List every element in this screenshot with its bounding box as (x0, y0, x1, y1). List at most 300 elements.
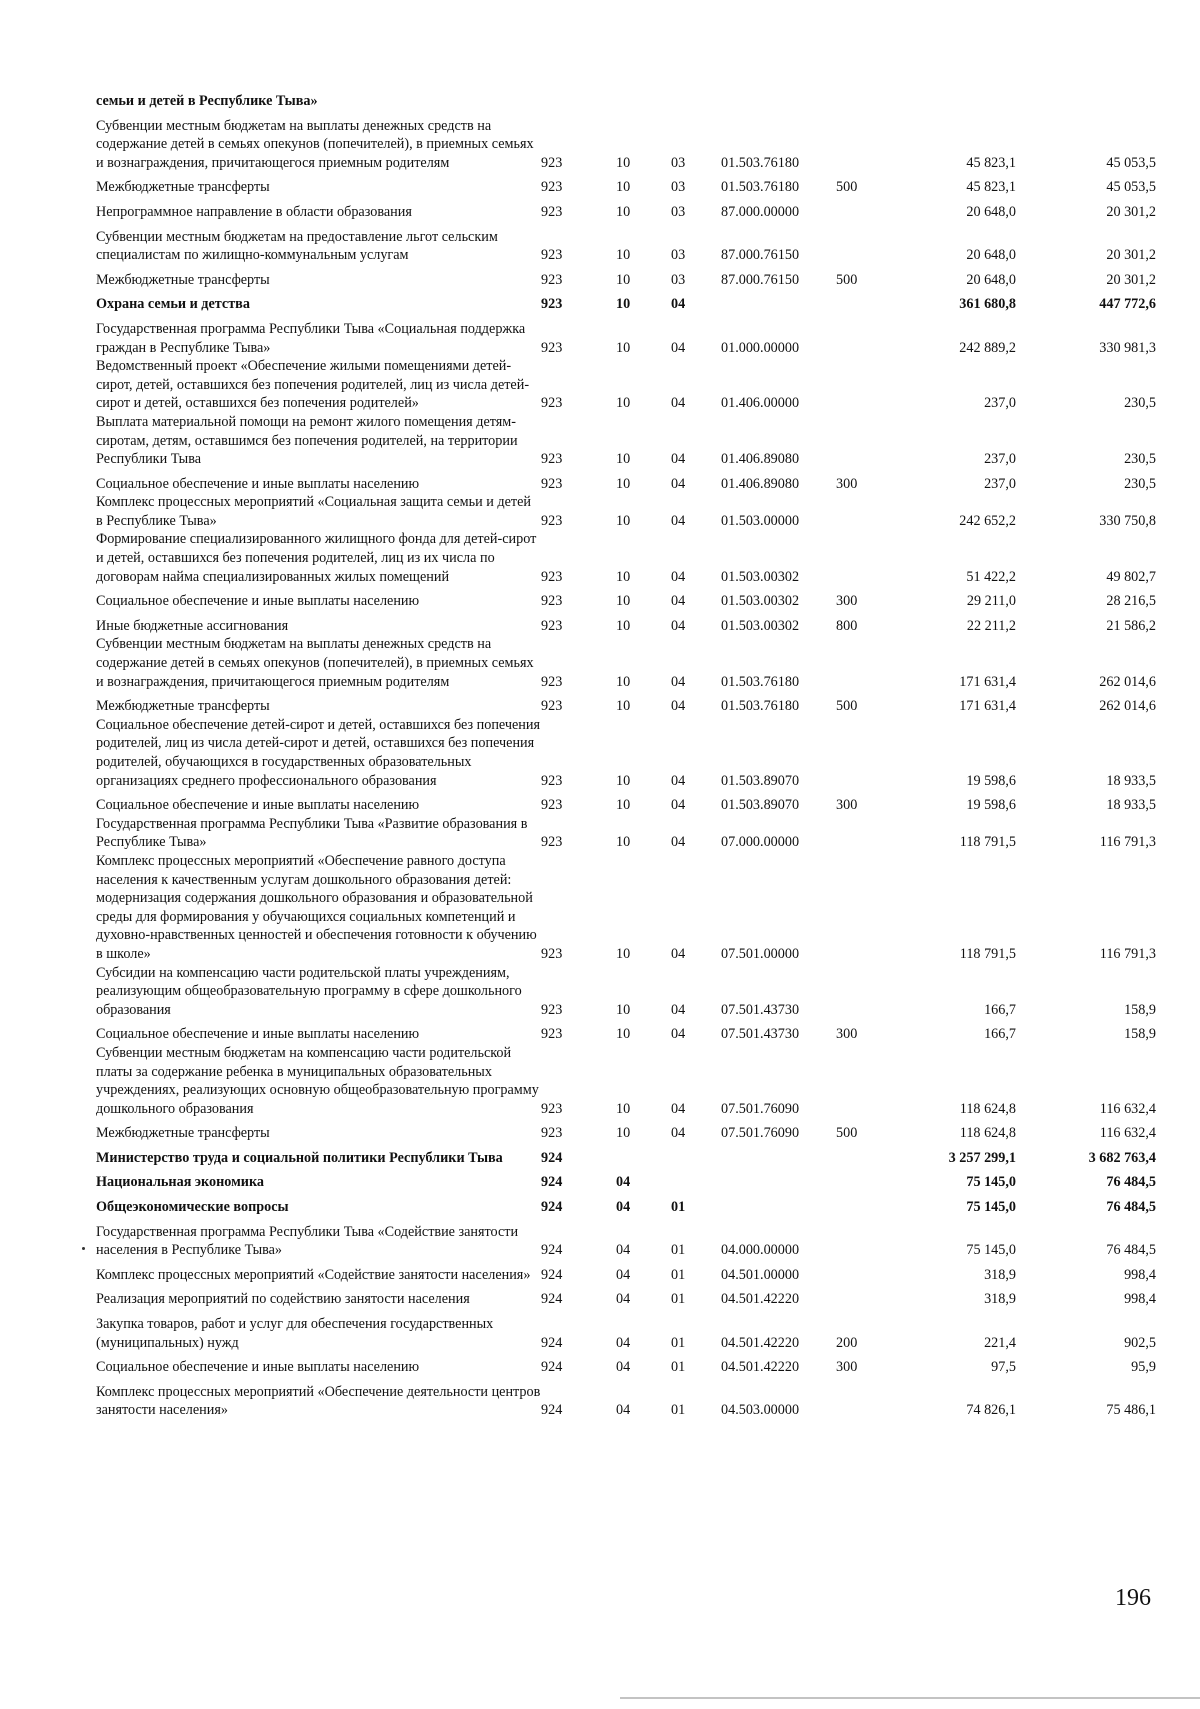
row-amount-year2: 95,9 (1131, 1359, 1156, 1376)
row-amount-year1: 3 257 299,1 (948, 1149, 1016, 1166)
row-amount-year1: 20 648,0 (966, 247, 1016, 264)
row-target-article (721, 1143, 836, 1168)
row-grbs: 923 (541, 617, 563, 634)
row-section: 10 (616, 512, 631, 529)
row-name: Субвенции местным бюджетам на компенсацию части родительской платы за содержание ребенка в муниципальных образовательных учреждениях, реализующих основную общеобразовательную программу дошкольного образования (96, 1044, 539, 1117)
row-amount-year1: 318,9 (984, 1291, 1016, 1308)
row-expense-type (836, 413, 886, 469)
table-row (96, 815, 1156, 852)
row-grbs: 923 (541, 797, 563, 814)
row-amount-year2: 447 772,6 (1099, 296, 1156, 313)
row-expense-type (836, 716, 886, 790)
row-subsection: 03 (671, 179, 686, 196)
row-name: Межбюджетные трансферты (96, 271, 270, 288)
row-amount-year1: 118 791,5 (959, 945, 1016, 962)
row-subsection: 01 (671, 1359, 686, 1376)
row-target-article (721, 1167, 836, 1192)
row-amount-year2: 230,5 (1124, 395, 1156, 412)
row-amount-year2: 20 301,2 (1106, 203, 1156, 220)
table-row (96, 1143, 1156, 1168)
row-expense-type (836, 1167, 886, 1192)
row-section: 10 (616, 945, 631, 962)
row-expense-type: 500 (836, 1125, 858, 1142)
row-target-article (721, 92, 836, 111)
row-amount-year2: 262 014,6 (1099, 698, 1156, 715)
row-grbs (541, 92, 616, 111)
row-amount-year2: 998,4 (1124, 1266, 1156, 1283)
row-expense-type (836, 357, 886, 413)
row-amount-year1: 75 145,0 (966, 1174, 1016, 1191)
row-subsection (671, 92, 721, 111)
table-row (96, 790, 1156, 815)
table-row (96, 1309, 1156, 1352)
row-name: Комплекс процессных мероприятий «Социальная защита семьи и детей в Республике Тыва» (96, 494, 531, 529)
row-amount-year2: 116 791,3 (1099, 834, 1156, 851)
row-subsection: 04 (671, 1026, 686, 1043)
row-amount-year2: 330 750,8 (1099, 512, 1156, 529)
row-section: 10 (616, 296, 631, 313)
row-section: 04 (616, 1174, 631, 1191)
row-name: Комплекс процессных мероприятий «Обеспечение равного доступа населения к качественным услугам дошкольного образования детей: модернизация содержания дошкольного образования и образовательной среды для формирования у обучающихся социальных компетенций и духовно-нравственных ценностей и обеспечения готовности к обучению в школе» (96, 852, 537, 962)
row-amount-year1: 97,5 (991, 1359, 1016, 1376)
row-subsection: 04 (671, 698, 686, 715)
row-grbs: 923 (541, 203, 563, 220)
row-section: 04 (616, 1359, 631, 1376)
row-amount-year1: 171 631,4 (959, 673, 1016, 690)
row-name: Социальное обеспечение и иные выплаты населению (96, 1026, 420, 1043)
row-name: Субсидии на компенсацию части родительской платы учреждениям, реализующим общеобразовательную программу в сфере дошкольного образования (96, 964, 522, 1018)
row-grbs: 923 (541, 772, 563, 789)
row-amount-year2: 45 053,5 (1106, 154, 1156, 171)
row-expense-type (836, 289, 886, 314)
row-section: 10 (616, 593, 631, 610)
row-amount-year1: 19 598,6 (966, 797, 1016, 814)
row-section: 10 (616, 617, 631, 634)
row-target-article: 01.000.00000 (721, 339, 800, 356)
row-target-article: 01.503.89070 (721, 772, 800, 789)
row-amount-year1: 237,0 (984, 475, 1016, 492)
scan-artifact-line (620, 1697, 1200, 1699)
row-name: Общеэкономические вопросы (96, 1199, 289, 1216)
row-expense-type: 800 (836, 617, 858, 634)
table-row (96, 1118, 1156, 1143)
row-grbs: 923 (541, 512, 563, 529)
row-grbs: 923 (541, 339, 563, 356)
row-amount-year2: 116 632,4 (1099, 1125, 1156, 1142)
row-amount-year2: 330 981,3 (1099, 339, 1156, 356)
row-amount-year1: 74 826,1 (966, 1402, 1016, 1419)
row-expense-type (836, 197, 886, 222)
row-section: 10 (616, 673, 631, 690)
row-grbs: 924 (541, 1359, 563, 1376)
row-expense-type: 500 (836, 698, 858, 715)
row-grbs: 923 (541, 395, 563, 412)
row-expense-type (836, 493, 886, 530)
row-amount-year2: 76 484,5 (1106, 1174, 1156, 1191)
row-section (616, 1143, 671, 1168)
row-expense-type (836, 111, 886, 173)
row-grbs: 924 (541, 1242, 563, 1259)
row-amount-year1: 22 211,2 (966, 617, 1016, 634)
table-row (96, 197, 1156, 222)
row-name: Социальное обеспечение и иные выплаты населению (96, 593, 420, 610)
row-subsection: 03 (671, 203, 686, 220)
row-name: Выплата материальной помощи на ремонт жилого помещения детям-сиротам, детям, оставшимся без попечения родителей, на территории Республики Тыва (96, 413, 518, 468)
row-section: 04 (616, 1266, 631, 1283)
row-grbs: 923 (541, 593, 563, 610)
row-amount-year1: 318,9 (984, 1266, 1016, 1283)
row-name: Ведомственный проект «Обеспечение жилыми помещениями детей-сирот, детей, оставшихся без попечения родителей, лиц из числа детей-сирот и детей, оставшихся без попечения родителей» (96, 358, 530, 412)
row-amount-year2 (1016, 92, 1156, 111)
row-name: Социальное обеспечение и иные выплаты населению (96, 797, 420, 814)
row-grbs: 923 (541, 698, 563, 715)
row-grbs: 923 (541, 945, 563, 962)
row-grbs: 923 (541, 475, 563, 492)
table-row (96, 92, 1156, 111)
budget-table (96, 92, 1156, 1420)
row-name: Субвенции местным бюджетам на выплаты денежных средств на содержание детей в семьях опекунов (попечителей), в приемных семьях и вознаграждения, причитающегося приемным родителям (96, 636, 534, 690)
row-target-article: 01.503.76180 (721, 698, 800, 715)
row-amount-year2: 18 933,5 (1106, 772, 1156, 789)
row-amount-year1: 242 652,2 (959, 512, 1016, 529)
row-subsection: 04 (671, 568, 686, 585)
row-grbs: 924 (541, 1149, 563, 1166)
row-grbs: 924 (541, 1291, 563, 1308)
row-subsection: 01 (671, 1334, 686, 1351)
row-subsection: 03 (671, 271, 686, 288)
row-section: 10 (616, 834, 631, 851)
row-amount-year2: 3 682 763,4 (1088, 1149, 1156, 1166)
row-grbs: 923 (541, 834, 563, 851)
row-amount-year2: 158,9 (1124, 1026, 1156, 1043)
row-amount-year2: 20 301,2 (1106, 271, 1156, 288)
row-amount-year1: 221,4 (984, 1334, 1016, 1351)
row-name: Комплекс процессных мероприятий «Обеспечение деятельности центров занятости населения» (96, 1383, 541, 1419)
table-row (96, 265, 1156, 290)
row-amount-year1: 75 145,0 (966, 1242, 1016, 1259)
table-row (96, 172, 1156, 197)
row-amount-year2: 998,4 (1124, 1291, 1156, 1308)
row-grbs: 923 (541, 271, 563, 288)
row-section: 04 (616, 1402, 631, 1419)
row-subsection: 04 (671, 296, 686, 313)
row-grbs: 923 (541, 154, 563, 171)
row-grbs: 924 (541, 1199, 563, 1216)
table-row (96, 222, 1156, 265)
row-grbs: 923 (541, 1100, 563, 1117)
table-row (96, 964, 1156, 1020)
row-subsection: 04 (671, 1125, 686, 1142)
table-row (96, 1260, 1156, 1285)
table-row (96, 635, 1156, 691)
row-name: Государственная программа Республики Тыва «Развитие образования в Республике Тыва» (96, 815, 528, 851)
row-amount-year1: 20 648,0 (966, 203, 1016, 220)
row-expense-type: 500 (836, 179, 858, 196)
row-expense-type (836, 530, 886, 586)
row-subsection: 04 (671, 673, 686, 690)
row-amount-year2: 262 014,6 (1099, 673, 1156, 690)
row-name: Межбюджетные трансферты (96, 1125, 270, 1142)
row-section: 10 (616, 271, 631, 288)
row-name: Национальная экономика (96, 1174, 265, 1191)
row-section: 10 (616, 1125, 631, 1142)
row-amount-year2: 45 053,5 (1106, 179, 1156, 196)
row-name: Реализация мероприятий по содействию занятости населения (96, 1291, 470, 1308)
row-amount-year2: 21 586,2 (1106, 617, 1156, 634)
row-subsection: 04 (671, 834, 686, 851)
row-grbs: 923 (541, 1125, 563, 1142)
row-target-article: 01.406.89080 (721, 475, 800, 492)
row-section: 04 (616, 1291, 631, 1308)
row-expense-type: 300 (836, 475, 858, 492)
row-amount-year2: 902,5 (1124, 1334, 1156, 1351)
row-amount-year1: 45 823,1 (966, 154, 1016, 171)
row-target-article: 04.501.42220 (721, 1291, 800, 1308)
row-amount-year2: 158,9 (1124, 1001, 1156, 1018)
row-expense-type (836, 852, 886, 964)
table-row (96, 413, 1156, 469)
row-target-article: 07.501.76090 (721, 1125, 800, 1142)
row-amount-year2: 49 802,7 (1106, 568, 1156, 585)
row-section: 10 (616, 1026, 631, 1043)
row-section: 10 (616, 451, 631, 468)
row-target-article: 01.503.76180 (721, 673, 800, 690)
table-row (96, 1044, 1156, 1118)
row-section: 10 (616, 568, 631, 585)
table-row (96, 586, 1156, 611)
row-subsection: 04 (671, 772, 686, 789)
table-row (96, 1377, 1156, 1420)
row-name: Формирование специализированного жилищного фонда для детей-сирот и детей, оставшихся без попечения родителей, лиц из их числа по договорам найма специализированных жилых помещений (96, 531, 537, 585)
row-expense-type (836, 964, 886, 1020)
row-target-article: 07.501.43730 (721, 1001, 800, 1018)
row-expense-type (836, 222, 886, 265)
row-section (616, 92, 671, 111)
row-amount-year1: 237,0 (984, 395, 1016, 412)
table-row (96, 691, 1156, 716)
row-grbs: 923 (541, 568, 563, 585)
row-grbs: 923 (541, 1001, 563, 1018)
row-grbs: 923 (541, 451, 563, 468)
row-amount-year1: 118 624,8 (959, 1100, 1016, 1117)
row-subsection: 01 (671, 1266, 686, 1283)
row-target-article: 87.000.76150 (721, 271, 800, 288)
row-target-article: 01.503.00302 (721, 617, 800, 634)
row-section: 10 (616, 203, 631, 220)
row-target-article: 04.501.00000 (721, 1266, 800, 1283)
row-expense-type (836, 635, 886, 691)
row-subsection: 04 (671, 797, 686, 814)
row-section: 10 (616, 1001, 631, 1018)
row-name: Социальное обеспечение и иные выплаты населению (96, 475, 420, 492)
row-target-article (721, 289, 836, 314)
row-name: Государственная программа Республики Тыва «Социальная поддержка граждан в Республике Тыва» (96, 320, 526, 356)
row-section: 10 (616, 772, 631, 789)
row-target-article (721, 1192, 836, 1217)
table-row (96, 530, 1156, 586)
row-target-article: 01.406.00000 (721, 395, 800, 412)
row-name: Социальное обеспечение детей-сирот и детей, оставшихся без попечения родителей, лиц из числа детей-сирот и детей, оставшихся без попечения родителей, обучающихся в государственных образовательных организациях среднего профессионального образования (96, 716, 540, 789)
row-target-article: 01.503.76180 (721, 154, 800, 171)
row-subsection: 04 (671, 593, 686, 610)
row-subsection: 04 (671, 339, 686, 356)
table-row (96, 1019, 1156, 1044)
row-section: 04 (616, 1334, 631, 1351)
row-grbs: 924 (541, 1174, 563, 1191)
row-section: 10 (616, 1100, 631, 1117)
row-subsection: 04 (671, 475, 686, 492)
row-target-article: 04.501.42220 (721, 1334, 800, 1351)
row-section: 10 (616, 698, 631, 715)
row-target-article: 07.501.76090 (721, 1100, 800, 1117)
row-subsection: 04 (671, 512, 686, 529)
row-section: 10 (616, 154, 631, 171)
table-row (96, 111, 1156, 173)
row-target-article: 87.000.00000 (721, 203, 800, 220)
row-expense-type: 300 (836, 1026, 858, 1043)
row-name: Межбюджетные трансферты (96, 698, 270, 715)
row-amount-year1: 45 823,1 (966, 179, 1016, 196)
row-target-article: 04.503.00000 (721, 1402, 800, 1419)
row-grbs: 923 (541, 1026, 563, 1043)
row-expense-type: 300 (836, 593, 858, 610)
row-amount-year1: 118 624,8 (959, 1125, 1016, 1142)
row-expense-type (836, 1044, 886, 1118)
row-expense-type (836, 1377, 886, 1420)
row-amount-year2: 75 486,1 (1106, 1402, 1156, 1419)
row-name: семьи и детей в Республике Тыва» (96, 93, 318, 109)
row-amount-year1: 29 211,0 (966, 593, 1016, 610)
table-row (96, 493, 1156, 530)
row-name: Субвенции местным бюджетам на выплаты денежных средств на содержание детей в семьях опекунов (попечителей), в приемных семьях и вознаграждения, причитающегося приемным родителям (96, 117, 534, 171)
row-amount-year1: 242 889,2 (959, 339, 1016, 356)
row-subsection (671, 1143, 721, 1168)
row-section: 10 (616, 179, 631, 196)
page-number: 196 (1115, 1585, 1151, 1611)
row-amount-year2: 116 632,4 (1099, 1100, 1156, 1117)
row-name: Межбюджетные трансферты (96, 179, 270, 196)
row-subsection: 01 (671, 1402, 686, 1419)
table-row (96, 1167, 1156, 1192)
row-subsection: 04 (671, 945, 686, 962)
row-section: 04 (616, 1242, 631, 1259)
row-expense-type (836, 815, 886, 852)
row-grbs: 923 (541, 247, 563, 264)
row-subsection (671, 1167, 721, 1192)
table-row (96, 716, 1156, 790)
row-name: Непрограммное направление в области образования (96, 203, 412, 220)
row-target-article: 01.503.00000 (721, 512, 800, 529)
row-target-article: 04.501.42220 (721, 1359, 800, 1376)
row-expense-type: 300 (836, 1359, 858, 1376)
row-target-article: 07.501.43730 (721, 1026, 800, 1043)
row-expense-type (836, 1217, 886, 1260)
row-target-article: 07.501.00000 (721, 945, 800, 962)
row-amount-year2: 28 216,5 (1106, 593, 1156, 610)
row-amount-year2: 76 484,5 (1106, 1199, 1156, 1216)
row-amount-year1: 237,0 (984, 451, 1016, 468)
row-grbs: 924 (541, 1334, 563, 1351)
row-amount-year1: 75 145,0 (966, 1199, 1016, 1216)
row-section: 10 (616, 475, 631, 492)
table-row (96, 1284, 1156, 1309)
table-row (96, 469, 1156, 494)
row-section: 10 (616, 395, 631, 412)
row-amount-year1: 166,7 (984, 1026, 1016, 1043)
budget-table-body (96, 92, 1156, 1420)
table-row (96, 1192, 1156, 1217)
table-row (96, 611, 1156, 636)
table-row (96, 314, 1156, 357)
row-expense-type: 300 (836, 797, 858, 814)
row-target-article: 01.503.76180 (721, 179, 800, 196)
row-name: Государственная программа Республики Тыва «Содействие занятости населения в Республике Тыва» (96, 1223, 519, 1259)
row-target-article: 07.000.00000 (721, 834, 800, 851)
row-grbs: 924 (541, 1266, 563, 1283)
row-amount-year1: 171 631,4 (959, 698, 1016, 715)
row-expense-type (836, 1284, 886, 1309)
row-grbs: 924 (541, 1402, 563, 1419)
row-expense-type: 500 (836, 271, 858, 288)
table-row (96, 1217, 1156, 1260)
row-amount-year1: 361 680,8 (959, 296, 1016, 313)
table-row (96, 1352, 1156, 1377)
table-row (96, 852, 1156, 964)
row-name: Министерство труда и социальной политики Республики Тыва (96, 1149, 503, 1166)
row-expense-type (836, 1192, 886, 1217)
row-expense-type (836, 92, 886, 111)
row-target-article: 01.406.89080 (721, 451, 800, 468)
scan-speck (82, 1247, 85, 1250)
row-subsection: 03 (671, 154, 686, 171)
row-subsection: 04 (671, 617, 686, 634)
row-amount-year1: 19 598,6 (966, 772, 1016, 789)
row-expense-type: 200 (836, 1334, 858, 1351)
row-section: 10 (616, 339, 631, 356)
row-amount-year1: 20 648,0 (966, 271, 1016, 288)
row-subsection: 04 (671, 1100, 686, 1117)
row-section: 10 (616, 247, 631, 264)
table-row (96, 357, 1156, 413)
row-target-article: 01.503.00302 (721, 568, 800, 585)
row-subsection: 04 (671, 1001, 686, 1018)
row-section: 10 (616, 797, 631, 814)
row-name: Субвенции местным бюджетам на предоставление льгот сельским специалистам по жилищно-коммунальным услугам (96, 228, 498, 264)
row-name: Закупка товаров, работ и услуг для обеспечения государственных (муниципальных) нужд (96, 1316, 494, 1351)
row-name: Охрана семьи и детства (96, 296, 250, 313)
row-target-article: 04.000.00000 (721, 1242, 800, 1259)
row-amount-year1 (886, 92, 1016, 111)
row-subsection: 01 (671, 1291, 686, 1308)
row-subsection: 01 (671, 1242, 686, 1259)
row-amount-year2: 116 791,3 (1099, 945, 1156, 962)
row-amount-year2: 230,5 (1124, 475, 1156, 492)
table-row (96, 289, 1156, 314)
row-subsection: 01 (671, 1199, 686, 1216)
row-subsection: 04 (671, 451, 686, 468)
row-name: Иные бюджетные ассигнования (96, 617, 289, 634)
row-name: Комплекс процессных мероприятий «Содействие занятости населения» (96, 1266, 531, 1283)
row-amount-year1: 166,7 (984, 1001, 1016, 1018)
row-subsection: 04 (671, 395, 686, 412)
row-target-article: 01.503.00302 (721, 593, 800, 610)
row-target-article: 01.503.89070 (721, 797, 800, 814)
row-target-article: 87.000.76150 (721, 247, 800, 264)
row-amount-year2: 20 301,2 (1106, 247, 1156, 264)
row-grbs: 923 (541, 179, 563, 196)
row-subsection: 03 (671, 247, 686, 264)
row-expense-type (836, 314, 886, 357)
